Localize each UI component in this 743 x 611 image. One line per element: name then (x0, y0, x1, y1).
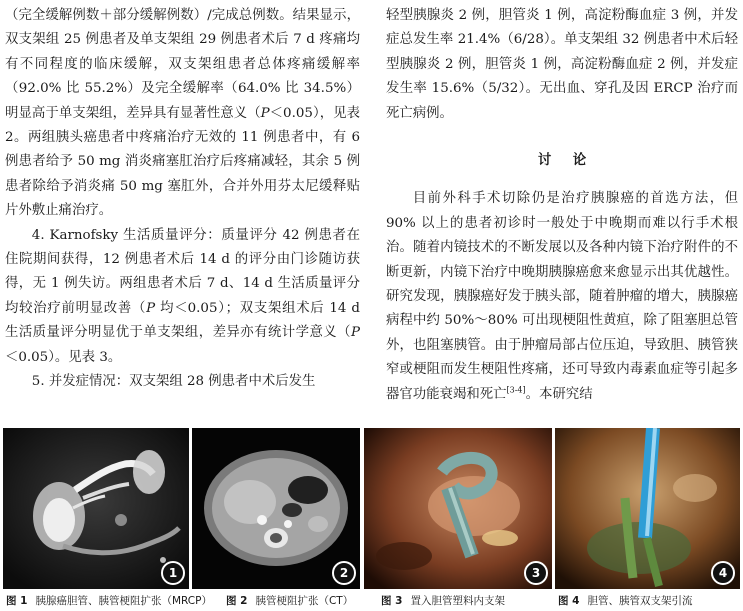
caption-text: 置入胆管塑料内支架 (410, 595, 505, 607)
figure-strip (0, 428, 743, 589)
caption-figure-1 (6, 592, 212, 610)
paragraph-text: 。本研究结 (525, 386, 593, 402)
caption-text: 胰管梗阻扩张（CT） (255, 595, 354, 607)
paragraph-text: 均＜0.05）；双支架组术后 14 d 生活质量评分明显优于单支架组，差异亦有统计学意义（ (5, 300, 360, 341)
stat-symbol: P (146, 300, 156, 316)
left-text-column (5, 4, 360, 395)
figure-badge: 3 (524, 561, 548, 585)
caption-text: 胆管、胰管双支架引流 (587, 595, 693, 607)
figure-badge: 4 (711, 561, 735, 585)
caption-text: 胰腺癌胆管、胰管梗阻扩张（MRCP） (35, 595, 212, 607)
citation-reference: [3-4] (506, 385, 526, 395)
figure-1-mrcp-image (3, 428, 189, 589)
caption-label: 图 4 (558, 595, 580, 607)
paragraph-text: ＜0.05），见表 2。两组胰头癌患者中疼痛治疗无效的 11 例患者中，有 6 例患者给予 50 mg 消炎痛塞肛治疗后疼痛减轻，其余 5 例患者除给予消炎痛 50 mg 塞肛外，合并外用芬太尼缓释贴片外敷止痛治疗。 (5, 105, 360, 219)
paragraph-text: 目前外科手术切除仍是治疗胰腺癌的首选方法，但 90% 以上的患者初诊时一般处于中晚期而难以行手术根治。随着内镜技术的不断发展以及各种内镜下治疗附件的不断更新，内镜下治疗中晚期胰腺癌愈来愈显示出其优越性。研究发现，胰腺癌好发于胰头部，随着肿瘤的增大，胰腺癌病程中约 50%～80% 可出现梗阻性黄疸，除了阻塞胆总管外，也阻塞胰管。由于肿瘤局部占位压迫，导致胆、胰管狭窄或梗阻而发生梗阻性疼痛，还可导致内毒素血症等引起多器官功能衰竭和死亡 (386, 191, 738, 402)
stat-symbol: P (260, 105, 270, 121)
right-text-column (386, 4, 738, 407)
figure-4-endoscopic-image (555, 428, 740, 589)
figure-3-endoscopic-image (364, 428, 552, 589)
paragraph-text: 4. Karnofsky 生活质量评分：质量评分 42 例患者在住院期间获得，12 例患者术后 14 d 的评分由门诊随访获得，无 1 例失访。两组患者术后 7 d、14 d 生活质量评分均较治疗前明显改善（ (5, 227, 360, 316)
right-paragraph-complications: 轻型胰腺炎 2 例，胆管炎 1 例，高淀粉酶血症 3 例，并发症总发生率 21.4%（6/28）。单支架组 32 例患者中术后轻型胰腺炎 2 例，胆管炎 1 例，高淀粉酶血症 2 例，并发症发生率 15.6%（5/32）。无出血、穿孔及因 ERCP 治疗而死亡病例。 (386, 8, 738, 121)
right-paragraph-discussion (386, 187, 738, 407)
caption-figure-3 (381, 592, 505, 610)
left-paragraph-results (5, 4, 360, 224)
caption-label: 图 1 (6, 595, 28, 607)
caption-label: 图 2 (226, 595, 248, 607)
paragraph-text: （完全缓解例数＋部分缓解例数）/完成总例数。结果显示，双支架组 25 例患者及单支架组 29 例患者术后 7 d 疼痛均有不同程度的临床缓解，双支架组患者总体疼痛缓解率（92.0% 比 55.2%）及完全缓解率（64.0% 比 34.5%）明显高于单支架组，差异具有显著性意义（ (5, 8, 360, 121)
section-heading-discussion: 讨论 (537, 152, 608, 169)
stat-symbol: P (350, 325, 360, 341)
caption-figure-4 (558, 592, 692, 610)
figure-captions (0, 592, 743, 610)
left-paragraph-complications: 5. 并发症情况：双支架组 28 例患者中术后发生 (31, 374, 316, 390)
figure-badge: 2 (332, 561, 356, 585)
figure-badge: 1 (161, 561, 185, 585)
paragraph-text: ＜0.05）。见表 3。 (5, 349, 122, 365)
left-paragraph-karnofsky (5, 224, 360, 370)
figure-2-ct-image (192, 428, 360, 589)
caption-figure-2 (226, 592, 353, 610)
caption-label: 图 3 (381, 595, 403, 607)
